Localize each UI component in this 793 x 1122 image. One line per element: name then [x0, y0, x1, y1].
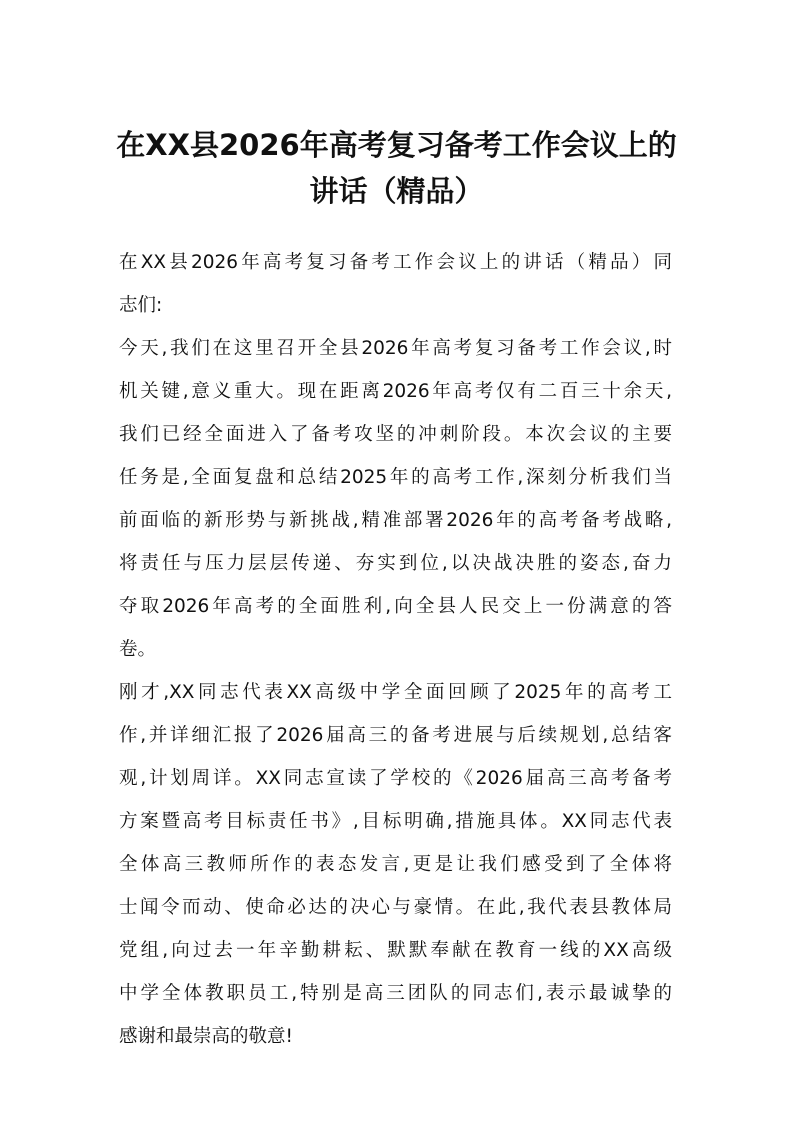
paragraph-line: 任务是,全面复盘和总结2025年的高考工作,深刻分析我们当 — [119, 467, 672, 488]
paragraph-line: 志们: — [119, 295, 163, 316]
paragraph-line: 将责任与压力层层传递、夯实到位,以决战决胜的姿态,奋力 — [119, 553, 672, 574]
paragraph-line: 党组,向过去一年辛勤耕耘、默默奉献在教育一线的XX高级 — [119, 940, 672, 961]
paragraph-line: 刚才,XX同志代表XX高级中学全面回顾了2025年的高考工 — [119, 682, 672, 703]
paragraph-line: 我们已经全面进入了备考攻坚的冲刺阶段。本次会议的主要 — [119, 424, 672, 445]
paragraph-line: 全体高三教师所作的表态发言,更是让我们感受到了全体将 — [119, 854, 672, 875]
paragraph-line: 作,并详细汇报了2026届高三的备考进展与后续规划,总结客 — [119, 725, 672, 746]
paragraph-line: 在XX县2026年高考复习备考工作会议上的讲话（精品）同 — [119, 252, 672, 273]
document-title — [100, 122, 693, 214]
paragraph — [119, 327, 672, 671]
paragraph-line: 方案暨高考目标责任书》,目标明确,措施具体。XX同志代表 — [119, 811, 672, 832]
paragraph-line: 中学全体教职员工,特别是高三团队的同志们,表示最诚挚的 — [119, 983, 672, 1004]
paragraph-line: 卷。 — [119, 639, 157, 660]
paragraph-line: 士闻令而动、使命必达的决心与豪情。在此,我代表县教体局 — [119, 897, 672, 918]
paragraph-line: 夺取2026年高考的全面胜利,向全县人民交上一份满意的答 — [119, 596, 672, 617]
paragraph-line: 前面临的新形势与新挑战,精准部署2026年的高考备考战略, — [119, 510, 672, 531]
paragraph — [119, 671, 672, 1058]
title-line: 在XX县2026年高考复习备考工作会议上的 — [116, 128, 677, 162]
paragraph-line: 机关键,意义重大。现在距离2026年高考仅有二百三十余天, — [119, 381, 672, 402]
paragraph-line: 观,计划周详。XX同志宣读了学校的《2026届高三高考备考 — [119, 768, 672, 789]
title-line: 讲话（精品） — [309, 174, 484, 208]
paragraph — [119, 241, 672, 327]
document-body — [119, 241, 672, 1058]
paragraph-line: 感谢和最崇高的敬意! — [119, 1026, 293, 1047]
paragraph-line: 今天,我们在这里召开全县2026年高考复习备考工作会议,时 — [119, 338, 672, 359]
